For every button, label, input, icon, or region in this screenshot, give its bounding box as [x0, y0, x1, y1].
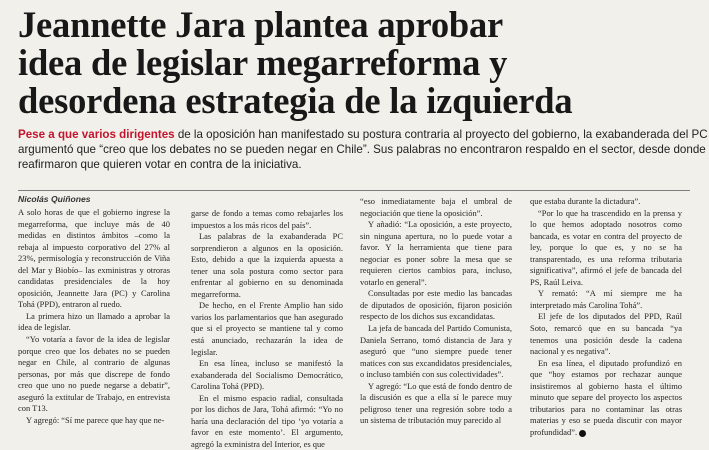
article-paragraph: En esa línea, incluso se manifestó la exabanderada del Socialismo Democrático, Carolina Tohá (PPD).	[191, 358, 343, 392]
article-paragraph: A solo horas de que el gobierno ingrese la megarreforma, que incluye más de 40 medidas en distintos ámbitos –como la rebaja al impuesto corporativo del 27% al 23%, permisología y reconstrucción de Viña del Mar y Biobío– las exministras y otroras candidatas presidenciales de la hoy oposición, Jeannette Jara (PC) y Carolina Tohá (PPD), entraron al ruedo.	[18, 207, 170, 310]
article-paragraph: Las palabras de la exabanderada PC sorprendieron a algunos en la oposición. Esto, debido a que la izquierda apuesta a tener una sola postura como sector para enfrentar al gobierno en su denominada megarreforma.	[191, 231, 343, 299]
article-paragraph: En esa línea, el diputado profundizó en que “hoy estamos por rechazar aunque insistiremos al gobierno hasta el último minuto que separe del proyecto los aspectos tributarios para no contaminar las otras materias y eso se pueda discutir con mayor profundidad”.	[530, 357, 682, 437]
headline	[18, 6, 704, 120]
article-paragraph: Y añadió: “La oposición, a este proyecto, sin ninguna apertura, no lo puede votar a favor. Y la herramienta que tiene para negociar es poner sobre la mesa que se requieren ciertos cambios para, incluso, votarlo en general”.	[360, 219, 512, 287]
article-paragraph: La jefa de bancada del Partido Comunista, Daniela Serrano, tomó distancia de Jara y aseguró que “uno siempre puede tener matices con sus excandidatos presidenciales, o incluso también con sus colectividades”.	[360, 323, 512, 380]
byline: Nicolás Quiñones	[18, 194, 91, 204]
deck-text: de la oposición han manifestado su postura contraria al proyecto del gobierno, la exabanderada del PC argumentó que “creo que los debates no se pueden negar en Chile”. Sus palabras no encontraron respaldo en el sector, desde donde reafirmaron que quieren votar en contra de la iniciativa.	[18, 128, 708, 171]
article-paragraph: garse de fondo a temas como rebajarles los impuestos a los más ricos del país”.	[191, 208, 343, 230]
article-column-2	[191, 208, 343, 450]
article-paragraph: Y remató: “A mí siempre me ha interpretado más Carolina Tohá”.	[530, 288, 682, 310]
deck-lead: Pese a que varios dirigentes	[18, 128, 175, 141]
article-paragraph: La primera hizo un llamado a aprobar la idea de legislar.	[18, 310, 170, 333]
article-paragraph: El jefe de los diputados del PPD, Raúl Soto, remarcó que en su bancada “ya tenemos una posición desde la cadena nacional y es negativa”.	[530, 311, 682, 357]
article-column-4	[530, 196, 682, 438]
article-column-1	[18, 207, 170, 426]
headline-line: idea de legislar megarreforma y	[18, 42, 508, 83]
headline-line: Jeannette Jara plantea aprobar	[18, 4, 504, 45]
article-paragraph: Consultadas por este medio las bancadas de diputados de oposición, fijaron posición respecto de los dichos sus excandidatas.	[360, 288, 512, 322]
article-column-3	[360, 196, 512, 427]
article-paragraph: “Por lo que ha trascendido en la prensa y lo que hemos adoptado nosotros como bancada, es votar en contra del proyecto de ley, porque lo que es, y no se ha transparentado, es una reforma tributaria significativa”, afirmó el jefe de bancada del PS, Raúl Leiva.	[530, 207, 682, 287]
headline-line: desordena estrategia de la izquierda	[18, 80, 573, 121]
article-paragraph: De hecho, en el Frente Amplio han sido varios los parlamentarios que han asegurado que si el proyecto se mantiene tal y como está anunciado, rechazarán la idea de legislar.	[191, 300, 343, 357]
end-of-article-icon	[579, 430, 586, 437]
article-paragraph: “Yo votaría a favor de la idea de legislar porque creo que los debates no se pueden negar en Chile, al contrario de algunas personas, por más que discrepe de fondo creo que uno no puede negarse a debatir”, aseguró la extitular de Trabajo, en entrevista con T13.	[18, 334, 170, 414]
deck-summary	[18, 128, 708, 172]
article-paragraph: Y agregó: “Sí me parece que hay que ne-	[26, 414, 165, 425]
article-paragraph: que estaba durante la dictadura”.	[530, 196, 641, 206]
article-paragraph: Y agregó: “Lo que está de fondo dentro de la discusión es que a ella sí le parece muy peligroso tener una regresión sobre todo a un sistema de tributación muy parecido al	[360, 380, 512, 426]
article-paragraph: “eso inmediatamente baja el umbral de negociación que tiene la oposición”.	[360, 196, 512, 218]
article-paragraph: En el mismo espacio radial, consultada por los dichos de Jara, Tohá afirmó: “Yo no haría una declaración del tipo ‘yo votaría a favor en este momento’. El argumento, agregó la exministra del Interior, es que	[191, 392, 343, 449]
divider-rule	[18, 190, 690, 191]
